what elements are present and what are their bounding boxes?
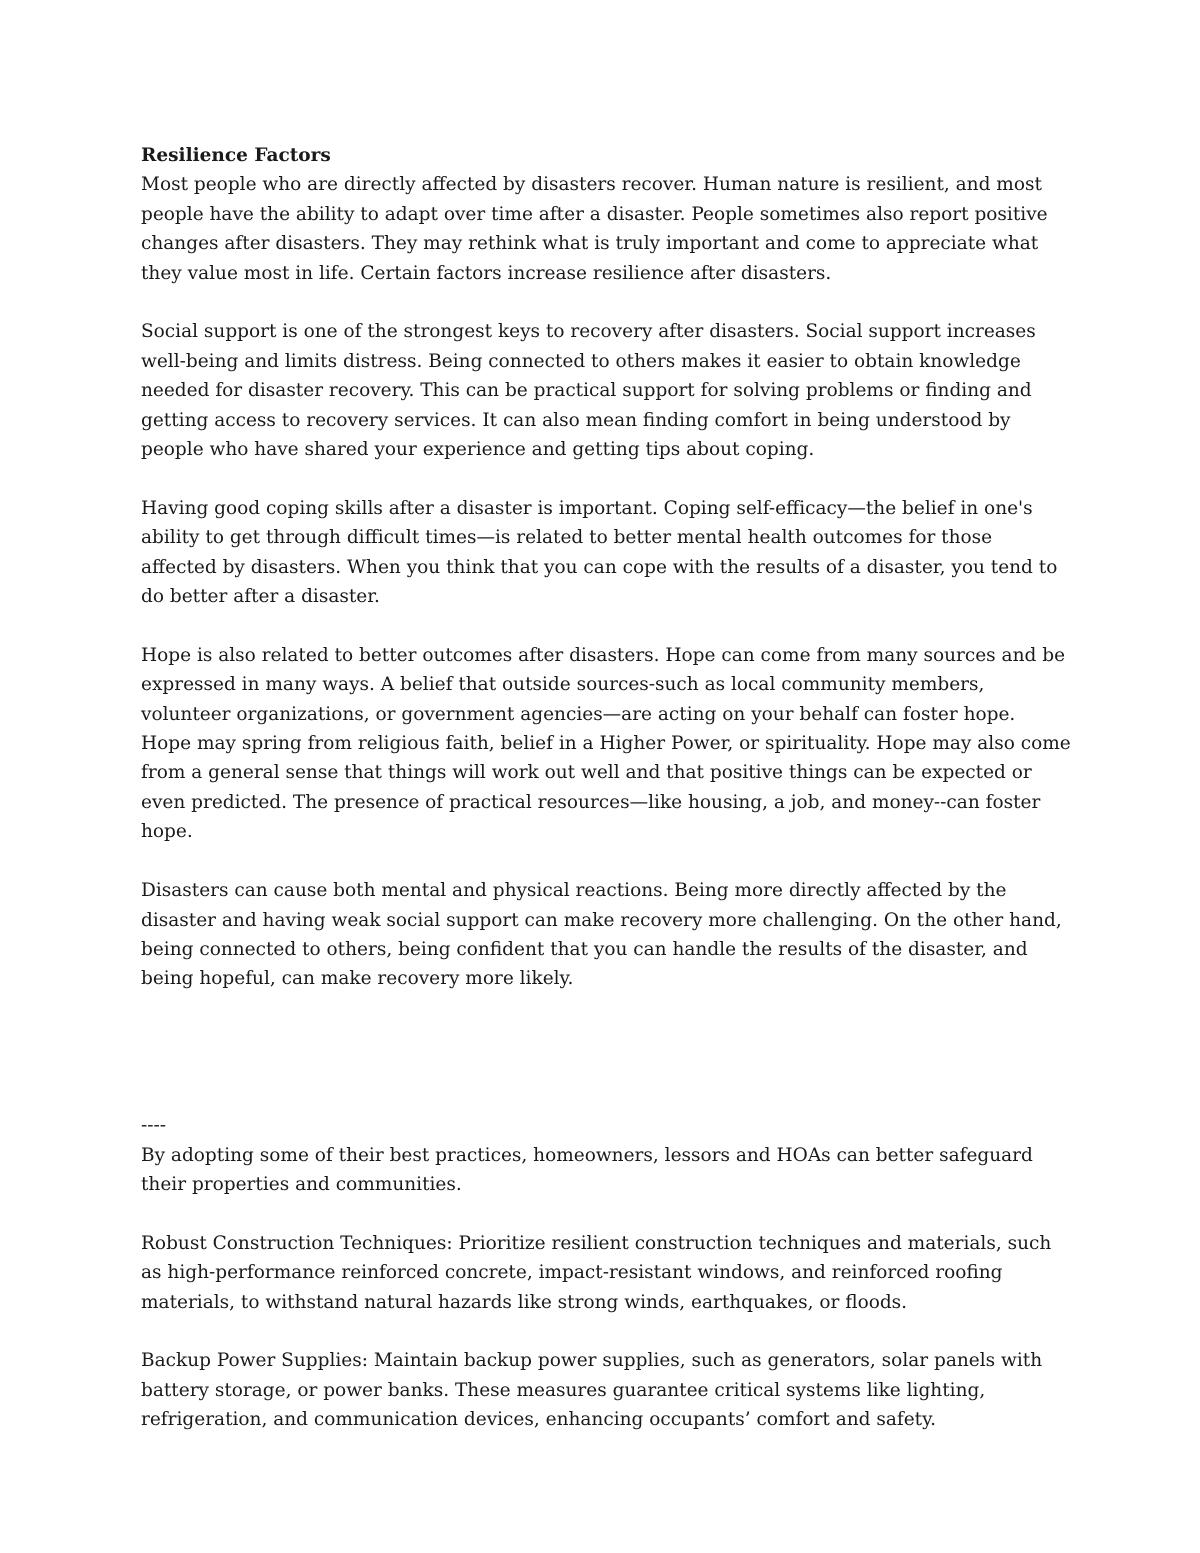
paragraph-conclusion: Disasters can cause both mental and physical reactions. Being more directly affected by the disaster and having weak social support can make recovery more challenging. On the other hand, being connected to others, being confident that you can handle the results of the disaster, and being hopeful, can make recovery more likely.: [141, 880, 1062, 990]
paragraph-social-support: Social support is one of the strongest keys to recovery after disasters. Social support increases well-being and limits distress. Being connected to others makes it easier to obtain knowledge needed for disaster recovery. This can be practical support for solving problems or finding and getting access to recovery services. It can also mean finding comfort in being understood by people who have shared your experience and getting tips about coping.: [141, 321, 1036, 461]
paragraph-best-practices: By adopting some of their best practices, homeowners, lessors and HOAs can better safeguard their properties and communities.: [141, 1144, 1033, 1195]
section-divider: ----: [141, 1115, 167, 1137]
paragraph-coping-skills: Having good coping skills after a disaster is important. Coping self-efficacy—the belief in one's ability to get through difficult times—is related to better mental health outcomes for those affected by disasters. When you think that you can cope with the results of a disaster, you tend to do better after a disaster.: [141, 497, 1058, 608]
paragraph-hope: Hope is also related to better outcomes after disasters. Hope can come from many sources and be expressed in many ways. A belief that outside sources-such as local community members, volunteer organizations, or government agencies—are acting on your behalf can foster hope. Hope may spring from religious faith, belief in a Higher Power, or spirituality. Hope may also come from a general sense that things will work out well and that positive things can be expected or even predicted. The presence of practical resources—like housing, a job, and money--can foster hope.: [141, 644, 1071, 843]
document-title: Resilience Factors: [141, 145, 331, 166]
paragraph-construction-techniques: Robust Construction Techniques: Prioritize resilient construction techniques and materials, such as high-performance reinforced concrete, impact-resistant windows, and reinforced roofing materials, to withstand natural hazards like strong winds, earthquakes, or floods.: [141, 1232, 1052, 1313]
paragraph-backup-power: Backup Power Supplies: Maintain backup power supplies, such as generators, solar panels with battery storage, or power banks. These measures guarantee critical systems like lighting, refrigeration, and communication devices, enhancing occupants’ comfort and safety.: [141, 1350, 1043, 1431]
document-page: [141, 141, 1071, 1464]
blank-space: [141, 1023, 1071, 1111]
paragraph-intro: Most people who are directly affected by disasters recover. Human nature is resilient, and most people have the ability to adapt over time after a disaster. People sometimes also report positive changes after disasters. They may rethink what is truly important and come to appreciate what they value most in life. Certain factors increase resilience after disasters.: [141, 174, 1048, 284]
